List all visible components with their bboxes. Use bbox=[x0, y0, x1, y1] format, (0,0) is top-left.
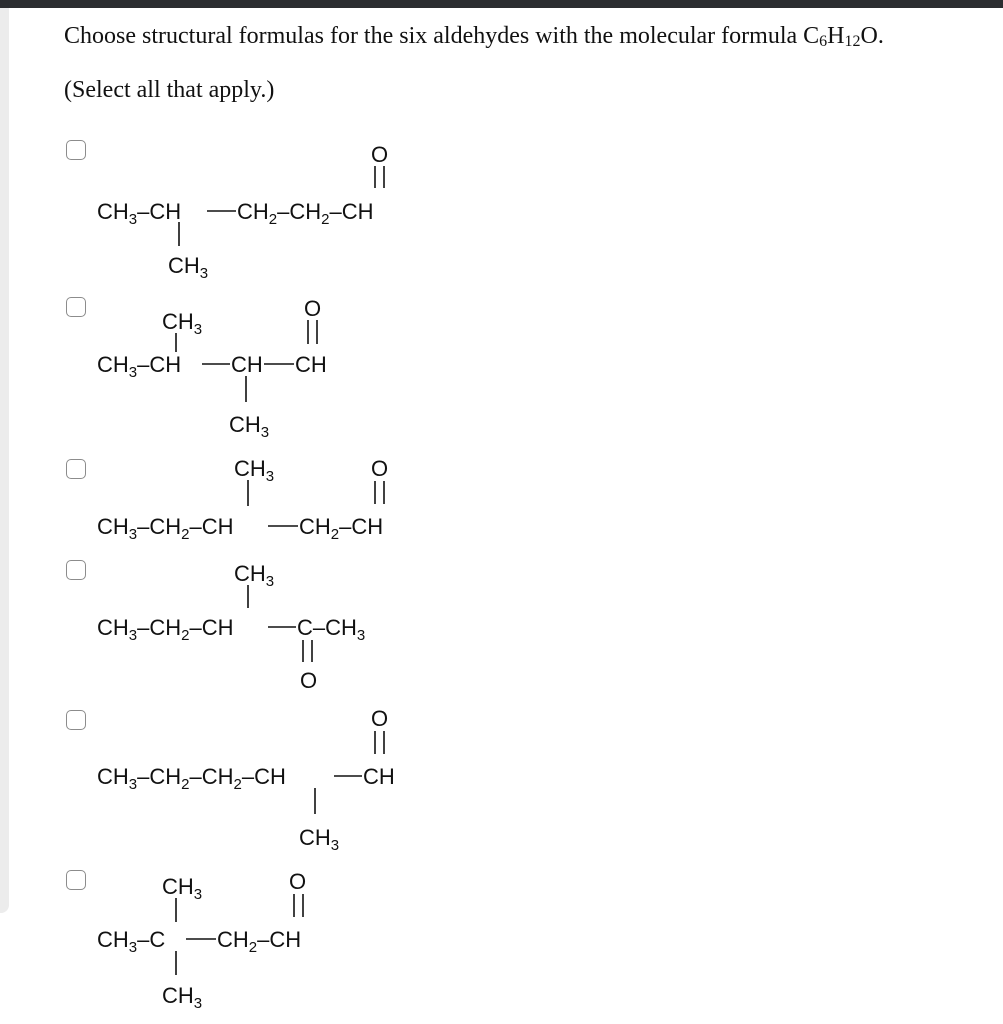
c2-main-a: $CH_3-CH$ bbox=[97, 352, 182, 381]
choice-2-checkbox[interactable] bbox=[66, 297, 86, 317]
c4-main-a: $CH_3-CH_2-CH$ bbox=[97, 615, 234, 644]
c3-oxygen: O bbox=[371, 456, 389, 481]
choice-4-formula bbox=[97, 561, 365, 693]
question-text bbox=[64, 20, 884, 52]
c3-top-ch3: $CH_3$ bbox=[234, 456, 275, 485]
c1-chain-b: $CH_2-CH_2-CH$ bbox=[237, 199, 374, 228]
formula-letter-o: O. bbox=[860, 23, 884, 49]
select-instruction: (Select all that apply.) bbox=[64, 77, 275, 103]
choice-3-formula bbox=[97, 456, 388, 543]
c1-oxygen: O bbox=[371, 142, 389, 167]
c5-oxygen: O bbox=[371, 706, 389, 731]
choice-5-formula bbox=[97, 706, 395, 854]
top-bar bbox=[0, 0, 1003, 8]
c6-main-a: $CH_3-C$ bbox=[97, 927, 166, 956]
left-panel-edge bbox=[0, 8, 9, 913]
c6-top-ch3: $CH_3$ bbox=[162, 874, 203, 903]
c2-main-b: CH bbox=[231, 352, 263, 377]
choice-4-checkbox[interactable] bbox=[66, 560, 86, 580]
choice-6-formula bbox=[97, 869, 306, 1012]
c2-oxygen: O bbox=[304, 296, 322, 321]
c5-main-a: $CH_3-CH_2-CH_2-CH$ bbox=[97, 764, 286, 793]
choice-2-formula bbox=[97, 296, 327, 441]
c1-main-chain: $CH_3-CH$ bbox=[97, 199, 182, 228]
formula-letter-h: H bbox=[827, 23, 845, 49]
c3-main-a: $CH_3-CH_2-CH$ bbox=[97, 514, 234, 543]
c3-main-b: $CH_2-CH$ bbox=[299, 514, 384, 543]
c6-main-b: $CH_2-CH$ bbox=[217, 927, 302, 956]
choice-1-checkbox[interactable] bbox=[66, 140, 86, 160]
c6-oxygen: O bbox=[289, 869, 307, 894]
c5-bottom-ch3: $CH_3$ bbox=[299, 825, 340, 854]
c4-main-b: $C-CH_3$ bbox=[297, 615, 366, 644]
c2-main-c: CH bbox=[295, 352, 327, 377]
c2-bottom-ch3: $CH_3$ bbox=[229, 412, 270, 441]
formula-sub-c: 6 bbox=[819, 33, 828, 50]
question-text-main: Choose structural formulas for the six aldehydes with the molecular formula C bbox=[64, 23, 820, 49]
c5-main-b: CH bbox=[363, 764, 395, 789]
c4-top-ch3: $CH_3$ bbox=[234, 561, 275, 590]
choice-5-checkbox[interactable] bbox=[66, 710, 86, 730]
choice-6-checkbox[interactable] bbox=[66, 870, 86, 890]
choice-3-checkbox[interactable] bbox=[66, 459, 86, 479]
c2-top-ch3: $CH_3$ bbox=[162, 309, 203, 338]
formula-sub-h: 12 bbox=[844, 33, 861, 50]
c4-oxygen: O bbox=[300, 668, 318, 693]
choice-1-formula bbox=[97, 142, 388, 282]
c6-bottom-ch3: $CH_3$ bbox=[162, 983, 203, 1012]
c1-branch-ch3: $CH_3$ bbox=[168, 253, 209, 282]
